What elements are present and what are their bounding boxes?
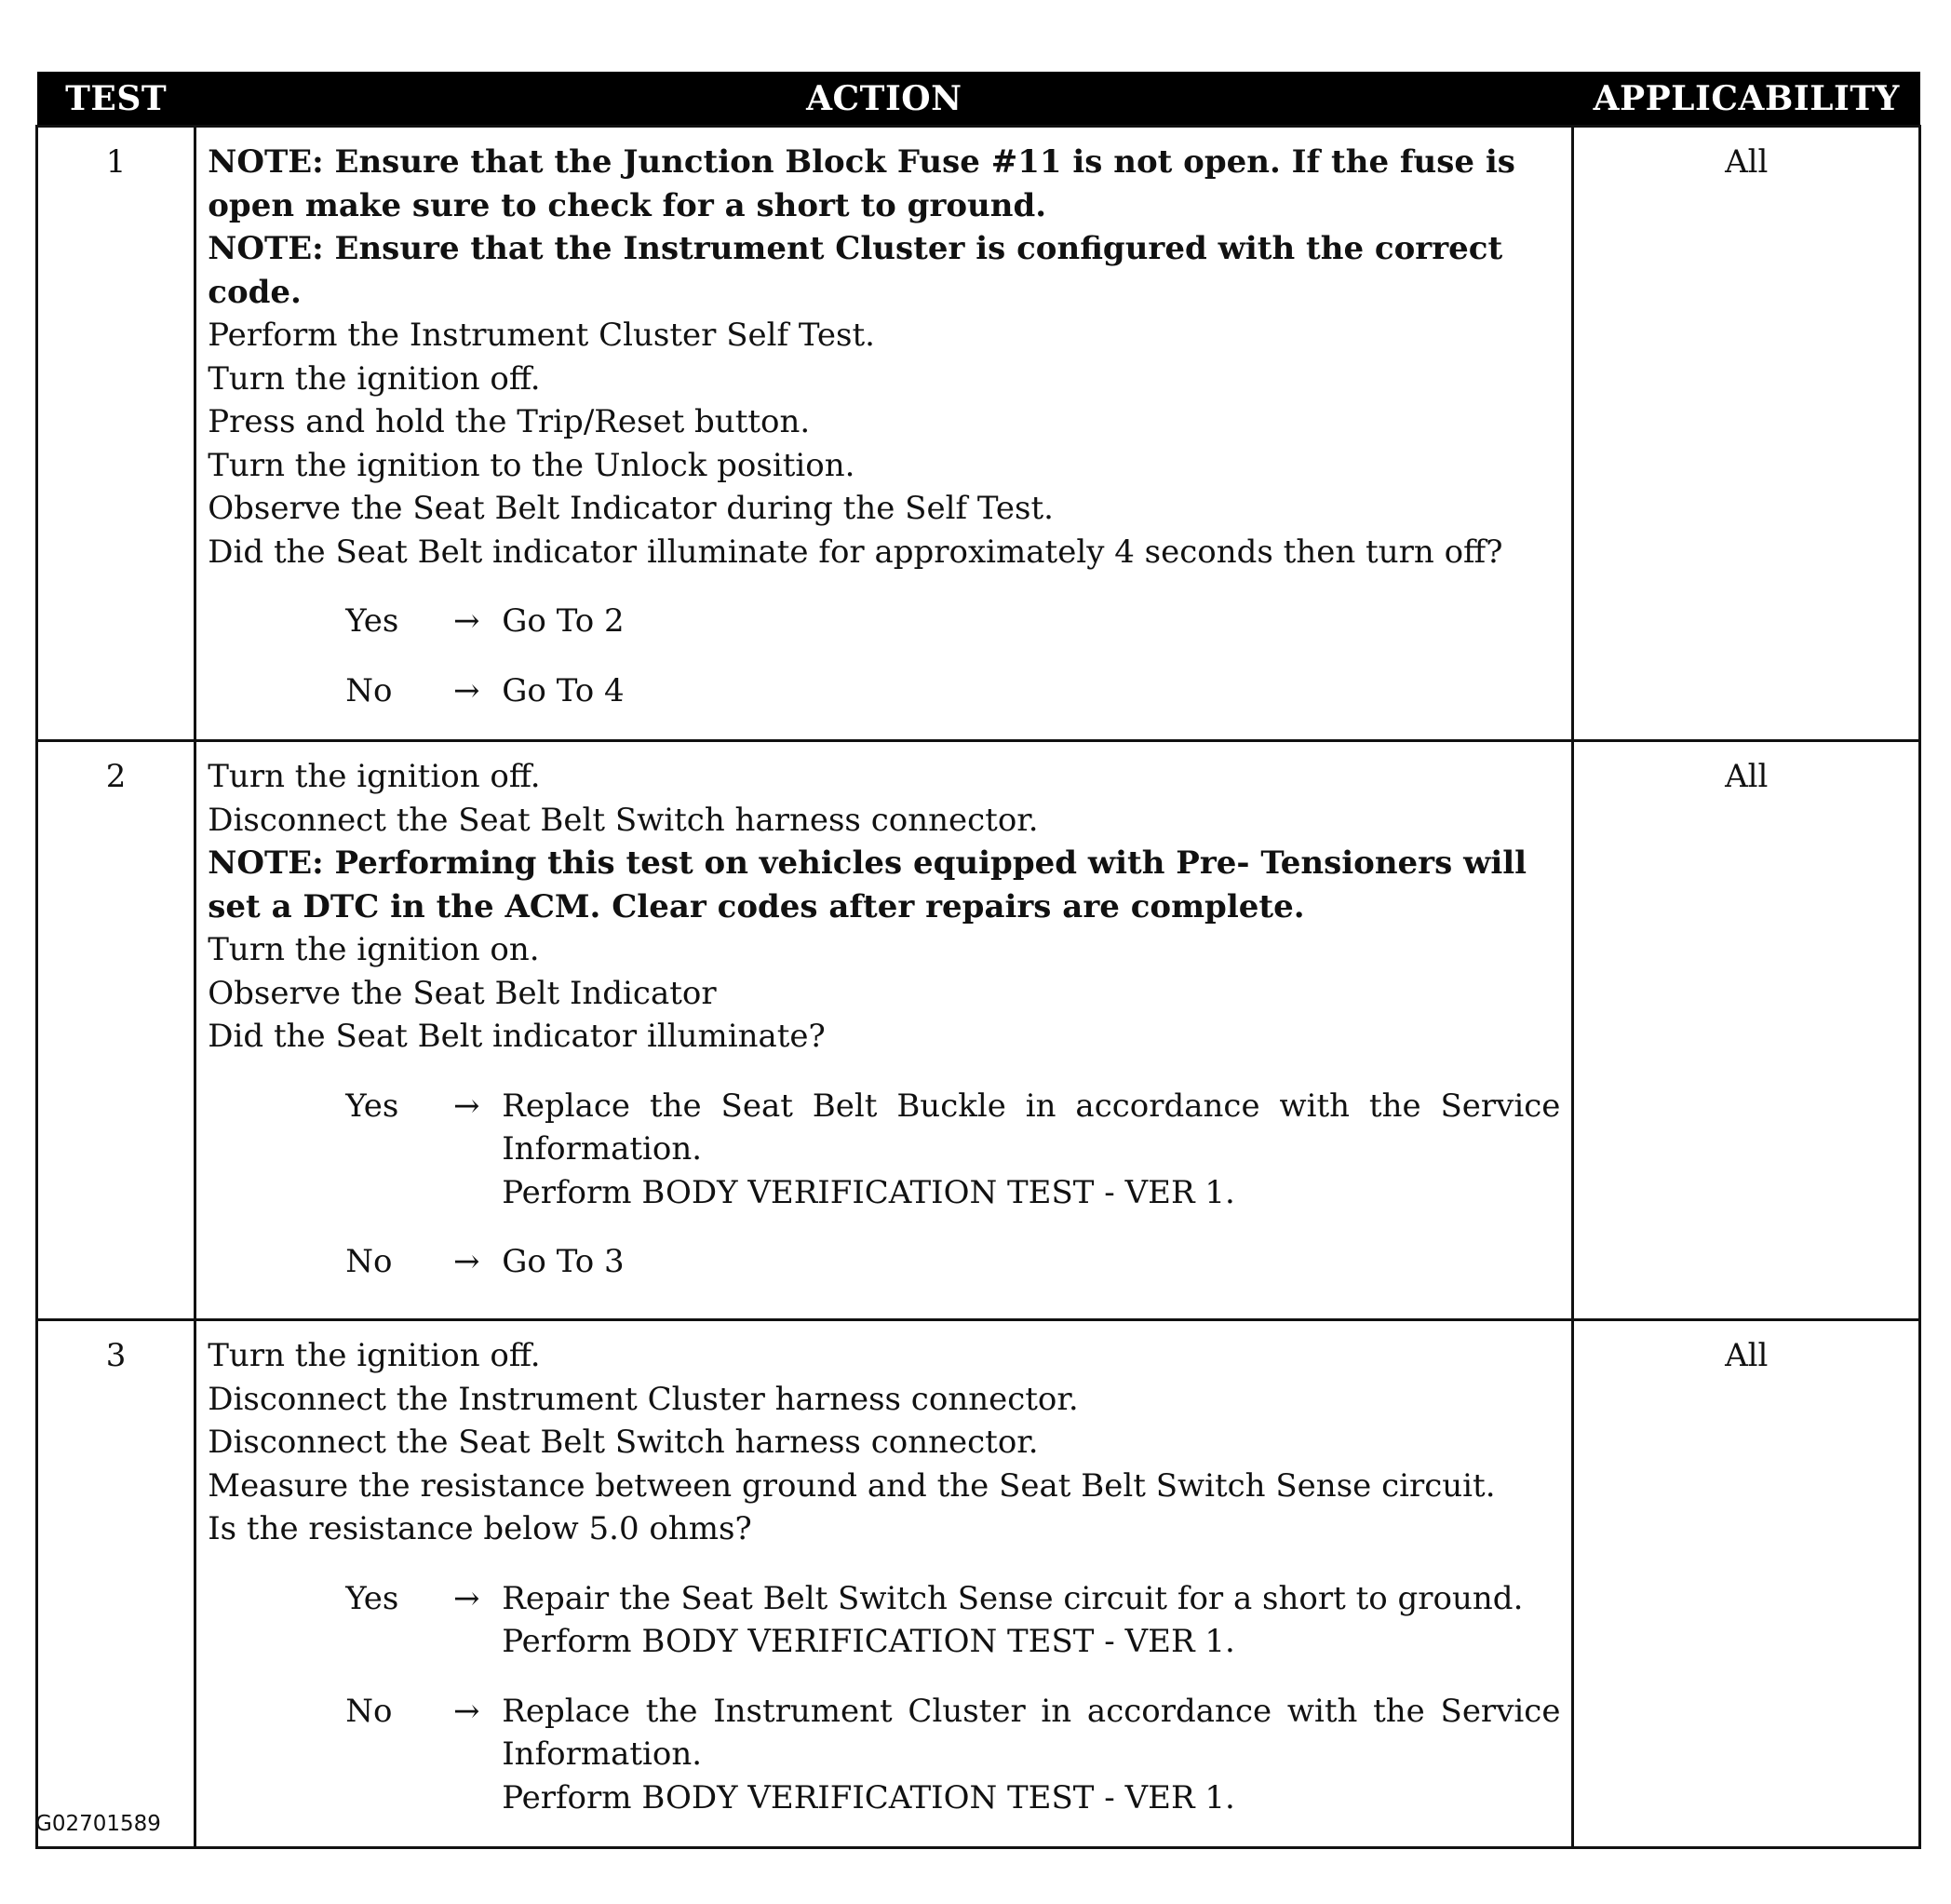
applicability-value: All bbox=[1573, 1320, 1920, 1848]
action-cell bbox=[195, 741, 1573, 1320]
applicability-value: All bbox=[1573, 741, 1920, 1320]
outcome-body bbox=[502, 1240, 1560, 1284]
step-text: Disconnect the Instrument Cluster harness connector. bbox=[208, 1380, 1079, 1418]
step-text: Disconnect the Seat Belt Switch harness connector. bbox=[208, 1424, 1039, 1461]
test-number: 3 bbox=[37, 1320, 195, 1848]
outcome-no bbox=[208, 1690, 1560, 1820]
header-action: ACTION bbox=[195, 72, 1573, 127]
diagnostic-test-table bbox=[35, 72, 1921, 1849]
outcome-yes bbox=[208, 1577, 1560, 1664]
outcome-body bbox=[502, 1085, 1560, 1215]
outcome-yes bbox=[208, 600, 1560, 643]
test-number: 2 bbox=[37, 741, 195, 1320]
outcome-text: Go To 2 bbox=[502, 602, 625, 640]
header-applicability: APPLICABILITY bbox=[1573, 72, 1920, 127]
outcome-no bbox=[208, 1240, 1560, 1284]
figure-id: G02701589 bbox=[35, 1812, 161, 1836]
step-text: Perform the Instrument Cluster Self Test. bbox=[208, 317, 875, 354]
outcome-label: No bbox=[345, 671, 393, 709]
outcome-body bbox=[502, 669, 1560, 713]
arrow-right-icon: → bbox=[453, 671, 480, 709]
outcome-text: Go To 3 bbox=[502, 1243, 625, 1280]
test-number: 1 bbox=[37, 127, 195, 741]
outcome-label: Yes bbox=[345, 1579, 399, 1617]
applicability-value: All bbox=[1573, 127, 1920, 741]
step-text: Did the Seat Belt indicator illuminate? bbox=[208, 1018, 826, 1055]
outcome-body bbox=[502, 600, 1560, 643]
outcome-text: Replace the Seat Belt Buckle in accordance with the Service Information. bbox=[502, 1087, 1561, 1168]
table-body bbox=[37, 127, 1920, 1848]
arrow-right-icon: → bbox=[453, 1579, 480, 1617]
outcome-body bbox=[502, 1577, 1560, 1664]
step-text: Observe the Seat Belt Indicator bbox=[208, 974, 717, 1012]
outcome-text: Perform BODY VERIFICATION TEST - VER 1. bbox=[502, 1778, 1235, 1816]
outcome-yes bbox=[208, 1085, 1560, 1215]
arrow-right-icon: → bbox=[453, 1692, 480, 1730]
arrow-right-icon: → bbox=[453, 602, 480, 640]
outcome-label: No bbox=[345, 1243, 393, 1280]
action-cell bbox=[195, 127, 1573, 741]
outcome-text: Perform BODY VERIFICATION TEST - VER 1. bbox=[502, 1173, 1235, 1211]
action-cell bbox=[195, 1320, 1573, 1848]
table-row bbox=[37, 741, 1920, 1320]
outcome-text: Repair the Seat Belt Switch Sense circuit for a short to ground. bbox=[502, 1579, 1524, 1617]
note-text: NOTE: Performing this test on vehicles equipped with Pre- Tensioners will set a DTC in the ACM. Clear codes after repairs are complete. bbox=[208, 844, 1527, 925]
step-text: Turn the ignition off. bbox=[208, 1337, 541, 1374]
step-text: Measure the resistance between ground and the Seat Belt Switch Sense circuit. bbox=[208, 1466, 1496, 1505]
step-text: Turn the ignition off. bbox=[208, 758, 541, 795]
step-text: Turn the ignition on. bbox=[208, 931, 540, 968]
table-header-row bbox=[37, 72, 1920, 127]
outcome-text: Perform BODY VERIFICATION TEST - VER 1. bbox=[502, 1623, 1235, 1660]
table-row bbox=[37, 1320, 1920, 1848]
outcome-body bbox=[502, 1690, 1560, 1820]
step-text: Turn the ignition off. bbox=[208, 359, 541, 398]
arrow-right-icon: → bbox=[453, 1087, 480, 1125]
table-row bbox=[37, 127, 1920, 741]
outcome-text: Go To 4 bbox=[502, 671, 625, 709]
step-text: Press and hold the Trip/Reset button. bbox=[208, 403, 811, 440]
step-text: Turn the ignition to the Unlock position. bbox=[208, 446, 855, 484]
outcome-label: Yes bbox=[345, 1087, 399, 1125]
arrow-right-icon: → bbox=[453, 1243, 480, 1280]
step-text: Did the Seat Belt indicator illuminate for approximately 4 seconds then turn off? bbox=[208, 533, 1503, 571]
note-text: NOTE: Ensure that the Junction Block Fuse #11 is not open. If the fuse is open make sure to check for a short to ground. bbox=[208, 143, 1515, 224]
outcome-text: Replace the Instrument Cluster in accordance with the Service Information. bbox=[502, 1692, 1561, 1773]
outcome-no bbox=[208, 669, 1560, 713]
note-text: NOTE: Ensure that the Instrument Cluster is configured with the correct code. bbox=[208, 230, 1503, 311]
step-text: Disconnect the Seat Belt Switch harness connector. bbox=[208, 801, 1039, 839]
outcome-label: Yes bbox=[345, 602, 399, 640]
outcome-label: No bbox=[345, 1692, 393, 1730]
header-test: TEST bbox=[37, 72, 195, 127]
step-text: Observe the Seat Belt Indicator during the Self Test. bbox=[208, 490, 1054, 527]
step-text: Is the resistance below 5.0 ohms? bbox=[208, 1510, 752, 1547]
